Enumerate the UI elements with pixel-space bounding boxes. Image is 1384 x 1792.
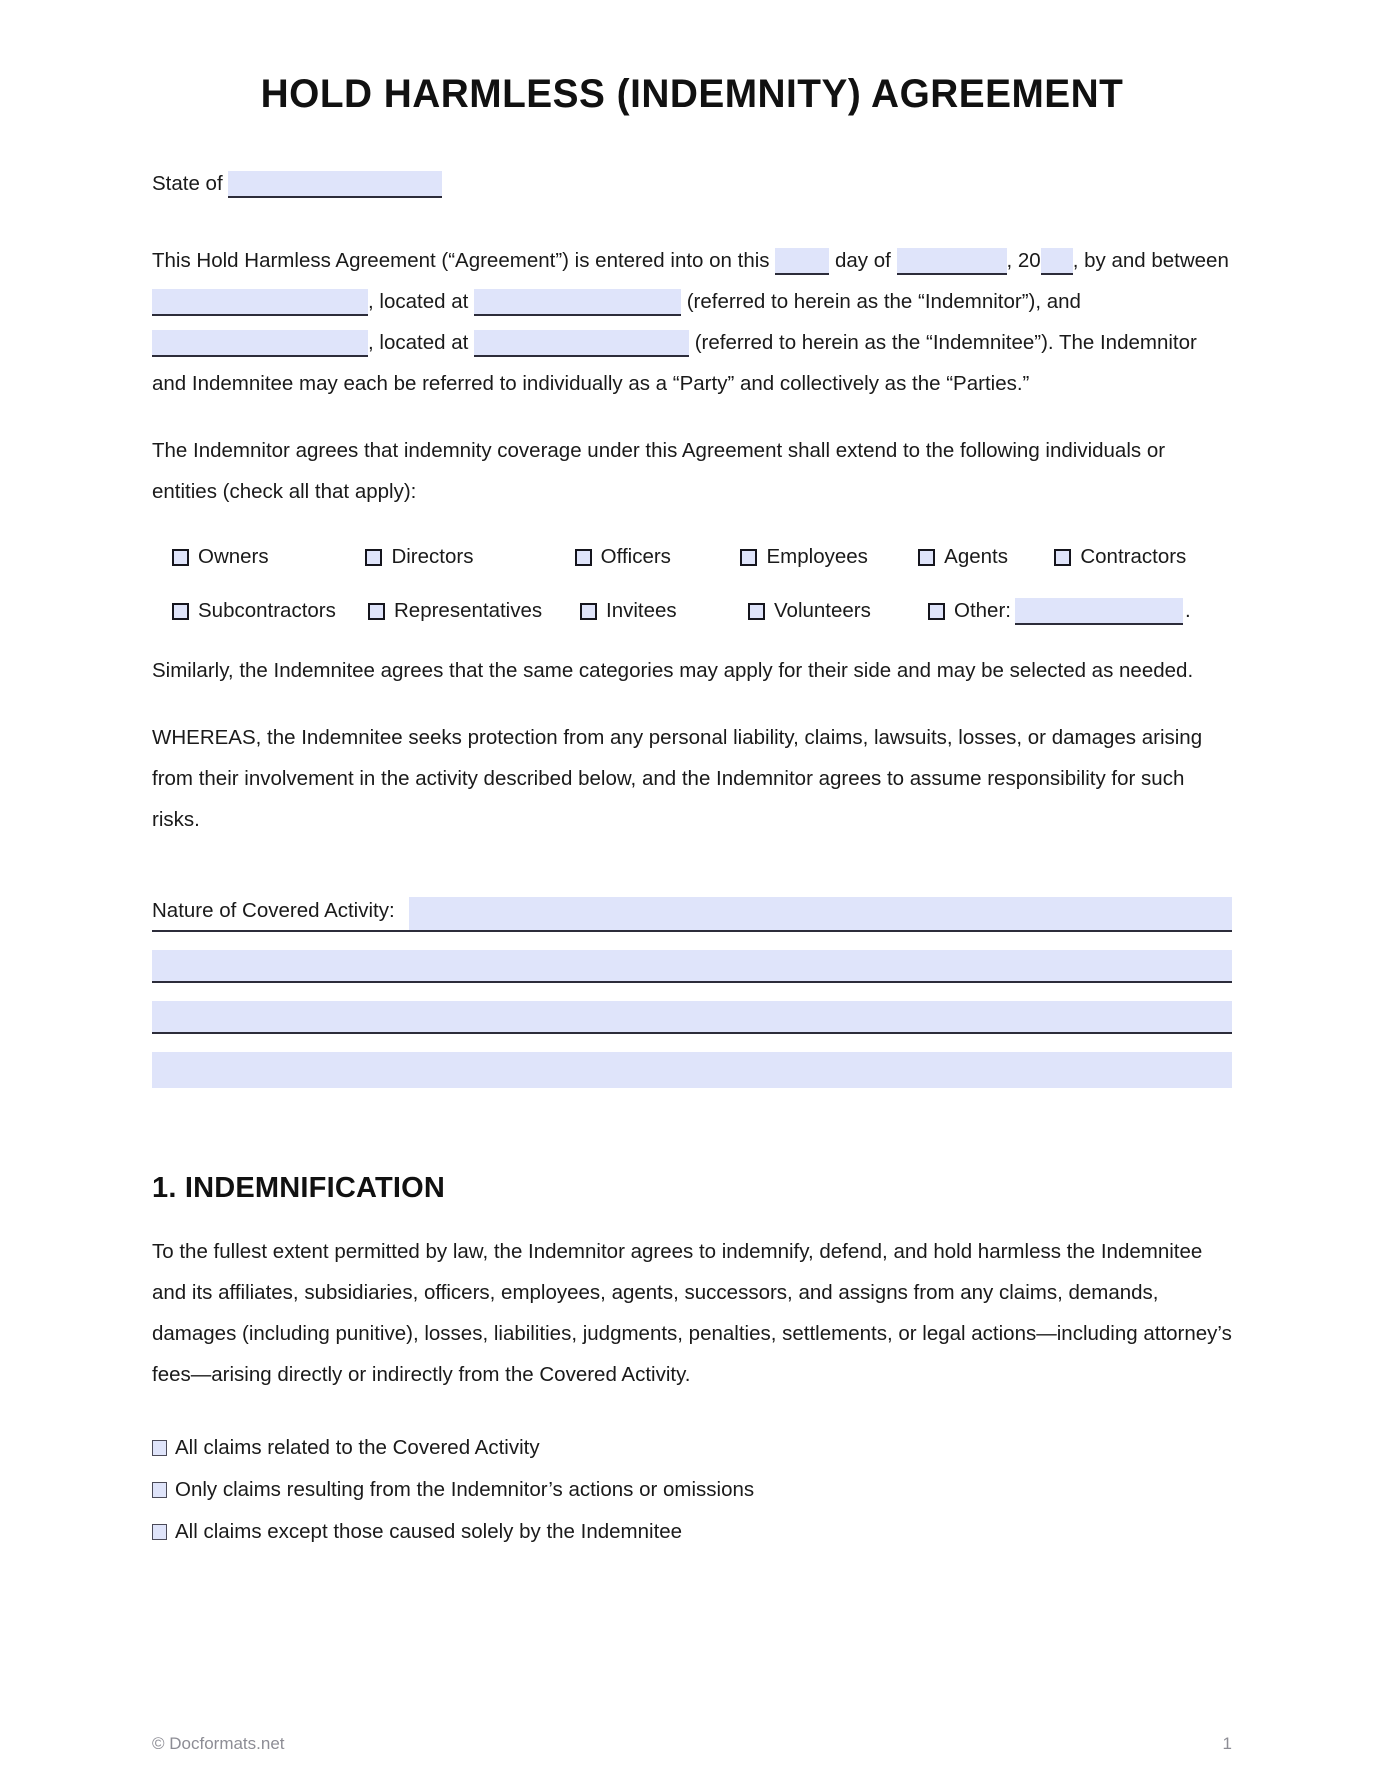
checkbox-label: Invitees <box>606 599 677 622</box>
footer-page-number: 1 <box>1222 1734 1232 1753</box>
checkbox-icon[interactable] <box>740 549 757 566</box>
similarly-paragraph: Similarly, the Indemnitee agrees that the same categories may apply for their side and may be selected as needed. <box>152 659 1194 682</box>
checkbox-icon[interactable] <box>1054 549 1071 566</box>
intro-text-b: day of <box>834 249 891 272</box>
option-only-indemnitor-claims[interactable] <box>152 1471 1232 1509</box>
covered-activity-first-line <box>152 892 1232 932</box>
checkbox-item-officers[interactable] <box>575 540 741 574</box>
option-label: All claims except those caused solely by the Indemnitee <box>175 1520 683 1543</box>
checkbox-label: Agents <box>944 545 1008 568</box>
year-field[interactable] <box>1041 248 1073 275</box>
checkbox-item-representatives[interactable] <box>368 594 580 628</box>
intro-text-a: This Hold Harmless Agreement (“Agreement”) is entered into on this <box>152 249 770 272</box>
other-trailing-period: . <box>1184 599 1191 622</box>
covered-activity-field-4[interactable] <box>152 1052 1232 1088</box>
checkbox-label: Other: <box>954 599 1011 622</box>
section-1-heading: 1. INDEMNIFICATION <box>152 1172 446 1204</box>
option-except-indemnitee-claims[interactable] <box>152 1513 1232 1551</box>
indemnitor-address-field[interactable] <box>474 289 681 316</box>
checkbox-icon[interactable] <box>575 549 592 566</box>
checkbox-item-volunteers[interactable] <box>748 594 928 628</box>
coverage-checkbox-grid <box>152 540 1232 628</box>
option-all-claims[interactable] <box>152 1429 1232 1467</box>
intro-text-d: , by and between <box>1072 249 1229 272</box>
checkbox-icon[interactable] <box>152 1482 167 1498</box>
checkbox-label: Contractors <box>1080 545 1187 568</box>
checkbox-label: Officers <box>600 545 671 568</box>
section-1-body: To the fullest extent permitted by law, the Indemnitor agrees to indemnify, defend, and hold harmless the Indemnitee and its affiliates, subsidiaries, officers, employees, agents, successors, and assigns from any claims, demands, damages (including punitive), losses, liabilities, judgments, penalties, settlements, or legal actions—including attorney’s fees—arising directly or indirectly from the Covered Activity. <box>152 1240 1232 1386</box>
checkbox-icon[interactable] <box>918 549 935 566</box>
checkbox-icon[interactable] <box>368 603 385 620</box>
checkbox-icon[interactable] <box>172 603 189 620</box>
checkbox-item-invitees[interactable] <box>580 594 748 628</box>
checkbox-label: Volunteers <box>774 599 871 622</box>
checkbox-item-contractors[interactable] <box>1054 540 1232 574</box>
intro-text-f: (referred to herein as the “Indemnitor”), and <box>686 290 1081 313</box>
checkbox-label: Subcontractors <box>198 599 336 622</box>
checkbox-icon[interactable] <box>748 603 765 620</box>
page-title: HOLD HARMLESS (INDEMNITY) AGREEMENT <box>260 72 1124 116</box>
covered-activity-field-1[interactable] <box>409 897 1232 930</box>
checkbox-icon[interactable] <box>172 549 189 566</box>
covered-activity-block <box>152 892 1232 1088</box>
indemnitor-name-field[interactable] <box>152 289 368 316</box>
coverage-intro-paragraph: The Indemnitor agrees that indemnity coverage under this Agreement shall extend to the following individuals or entities (check all that apply): <box>152 439 1166 503</box>
checkbox-item-owners[interactable] <box>172 540 365 574</box>
intro-text-e: , located at <box>368 290 469 313</box>
checkbox-icon[interactable] <box>580 603 597 620</box>
option-label: Only claims resulting from the Indemnitor’s actions or omissions <box>175 1478 755 1501</box>
indemnification-scope-options <box>152 1429 1232 1551</box>
checkbox-item-directors[interactable] <box>365 540 574 574</box>
covered-activity-label: Nature of Covered Activity: <box>152 899 395 922</box>
footer-copyright: © Docformats.net <box>152 1734 285 1753</box>
covered-activity-field-2[interactable] <box>152 950 1232 983</box>
checkbox-icon[interactable] <box>365 549 382 566</box>
month-field[interactable] <box>897 248 1007 275</box>
indemnitee-address-field[interactable] <box>474 330 689 357</box>
checkbox-icon[interactable] <box>928 603 945 620</box>
checkbox-item-agents[interactable] <box>918 540 1054 574</box>
coverage-checkbox-row-2 <box>172 594 1232 628</box>
other-specify-field[interactable] <box>1015 598 1183 625</box>
day-field[interactable] <box>775 248 829 275</box>
page-footer <box>152 1734 1232 1754</box>
checkbox-label: Owners <box>198 545 269 568</box>
intro-text-g: , located at <box>368 331 469 354</box>
checkbox-label: Employees <box>766 545 868 568</box>
document-body <box>152 117 1232 1551</box>
option-label: All claims related to the Covered Activity <box>175 1436 540 1459</box>
intro-text-c: , 20 <box>1006 249 1041 272</box>
intro-paragraph <box>152 240 1232 404</box>
checkbox-label: Directors <box>391 545 474 568</box>
state-field[interactable] <box>228 171 442 198</box>
covered-activity-field-3[interactable] <box>152 1001 1232 1034</box>
intro-text-h: (referred to herein as the “Indemnitee”). The Indemnitor and Indemnitee may each be referred to individually as a “Party” and collectively as the “Parties.” <box>152 331 1197 395</box>
checkbox-icon[interactable] <box>152 1440 167 1456</box>
checkbox-item-subcontractors[interactable] <box>172 594 368 628</box>
state-line <box>152 163 1232 204</box>
coverage-checkbox-row-1 <box>172 540 1232 574</box>
checkbox-item-employees[interactable] <box>740 540 918 574</box>
whereas-paragraph: WHEREAS, the Indemnitee seeks protection from any personal liability, claims, lawsuits, losses, or damages arising from their involvement in the activity described below, and the Indemnitor agrees to assume responsibility for such risks. <box>152 726 1203 831</box>
state-label: State of <box>152 172 223 195</box>
checkbox-icon[interactable] <box>152 1524 167 1540</box>
checkbox-label: Representatives <box>394 599 543 622</box>
checkbox-item-other[interactable] <box>928 594 1218 628</box>
indemnitee-name-field[interactable] <box>152 330 368 357</box>
